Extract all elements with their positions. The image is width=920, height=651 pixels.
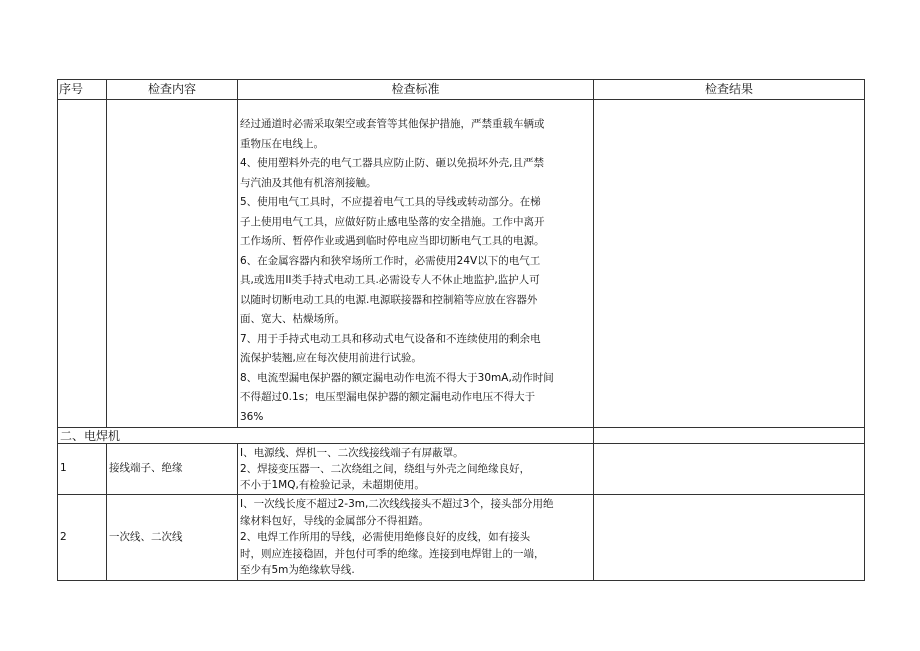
- standard-line: 具,或选用II类手持式电动工具.必需设专人不休止地监护,监护人可: [240, 274, 540, 286]
- standard-line: 经过通道时必需采取架空或套管等其他保护措施，严禁重载车辆或: [240, 118, 545, 130]
- section-title: 二、电焊机: [58, 428, 594, 444]
- cell-content: 一次线、二次线: [107, 495, 238, 581]
- header-result: 检查结果: [594, 80, 865, 100]
- standard-line: 时，则应连接稳固，并包付可季的绝缘。连接到电焊钳上的一端，: [240, 547, 545, 560]
- standard-line: 以随时切断电动工具的电源.电源联接器和控制箱等应放在容器外: [240, 293, 538, 306]
- standard-line: 8、电流型漏电保护器的额定漏电动作电流不得大于30mA,动作时间: [240, 371, 554, 384]
- cell-result: [594, 444, 865, 495]
- section-row: [58, 428, 865, 444]
- standard-line: 工作场所、暂停作业或遇到临时停电应当即切断电气工具的电源。: [240, 235, 545, 247]
- cell-no: 2: [58, 495, 107, 581]
- cell-content: 接线端子、绝缘: [107, 444, 238, 495]
- table-row-continued: [58, 100, 865, 428]
- cell-no: 1: [58, 444, 107, 495]
- table-header-row: [58, 80, 865, 100]
- cell-standard: [238, 495, 594, 581]
- standard-line: 重物压在电线上。: [240, 137, 324, 150]
- standard-line: 面、宽大、枯燥场所。: [240, 313, 345, 325]
- standard-line: 36%: [240, 410, 264, 423]
- standard-line: 2、焊接变压器一、二次绕组之间，绕组与外壳之间绝缘良好，: [240, 463, 531, 475]
- standard-line: 不得超过0.1s；电压型漏电保护器的额定漏电动作电压不得大于: [240, 391, 536, 403]
- inspection-table: [57, 79, 865, 581]
- standard-line: 4、使用塑料外壳的电气工器具应防止防、砸以免损坏外壳,且严禁: [240, 157, 545, 169]
- table-row: [58, 495, 865, 581]
- standard-line: 7、用于手持式电动工具和移动式电气设备和不连续使用的剩余电: [240, 332, 541, 345]
- standard-line: 至少有5m为绝缘软导线.: [240, 564, 355, 576]
- standard-line: 流保护装翘,应在每次使用前进行试验。: [240, 352, 422, 364]
- header-no: 序号: [58, 80, 107, 100]
- standard-line: 子上使用电气工具，应做好防止感电坠落的安全措施。工作中离开: [240, 215, 545, 228]
- cell-standard: [238, 100, 594, 428]
- standard-line: 6、在金属容器内和狭窄场所工作时，必需使用24V以下的电气工: [240, 254, 541, 267]
- standard-line: 不小于1MQ,有检验记录，未超期使用。: [240, 479, 425, 491]
- cell-result: [594, 495, 865, 581]
- standard-line: 与汽油及其他有机溶剂接触。: [240, 176, 377, 189]
- section-result-cell: [594, 428, 865, 444]
- standard-line: 缘材料包好，导线的金属部分不得祖踏。: [240, 514, 429, 527]
- header-standard: 检查标准: [238, 80, 594, 100]
- cell-result: [594, 100, 865, 428]
- standard-line: 2、电焊工作所用的导线，必需使用绝修良好的皮线，如有接头: [240, 531, 531, 543]
- standard-line: I、电源线、焊机一、二次线接线端子有屏蔽罩。: [240, 447, 464, 459]
- cell-standard: [238, 444, 594, 495]
- standard-line: 5、使用电气工具时，不应提着电气工具的导线或转动部分。在梯: [240, 196, 541, 208]
- cell-content: [107, 100, 238, 428]
- header-content: 检查内容: [107, 80, 238, 100]
- table-row: [58, 444, 865, 495]
- cell-no: [58, 100, 107, 428]
- standard-line: I、一次线长度不超过2-3m,二次线线接头不超过3个，接头部分用绝: [240, 498, 554, 510]
